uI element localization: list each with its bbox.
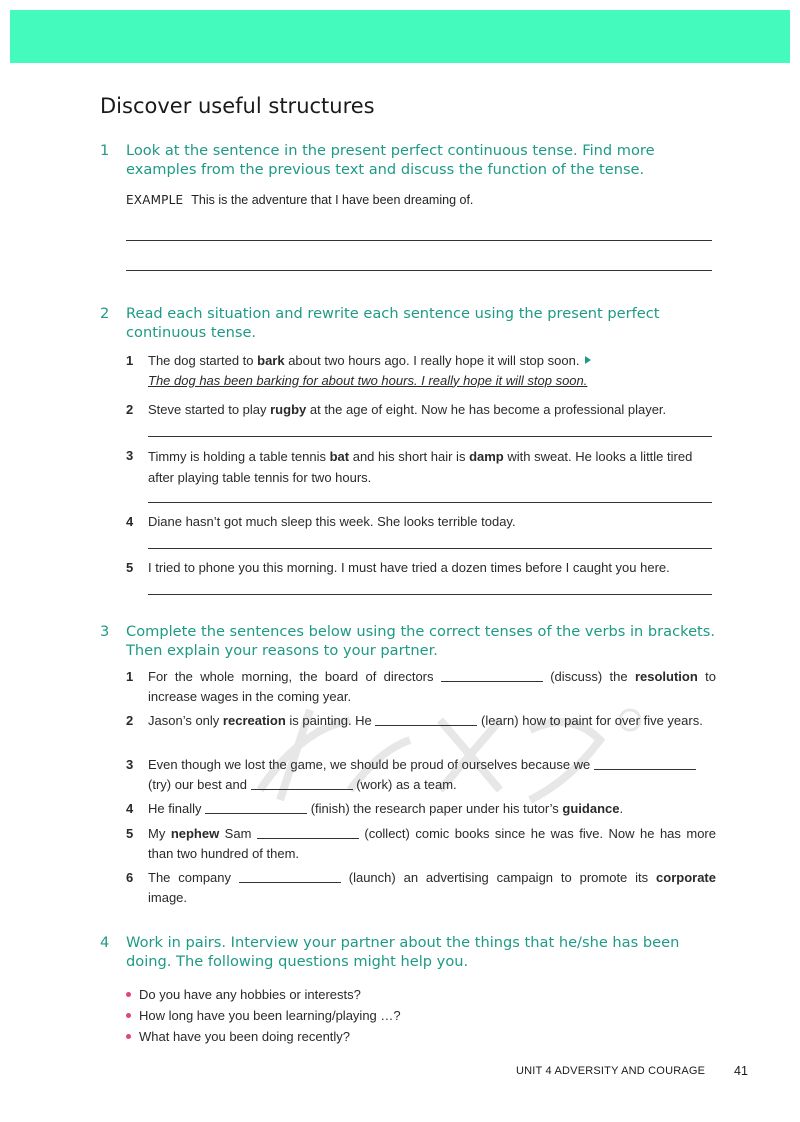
bullet-dot-icon [126,992,131,997]
item-number: 2 [126,402,134,417]
item-number: 5 [126,826,134,841]
page-number: 41 [734,1064,748,1078]
exercise-3-item-2 [126,711,716,731]
item-number: 6 [126,870,134,885]
item-number: 5 [126,560,134,575]
fill-in-blank[interactable] [205,802,307,814]
key-word: nephew [170,826,220,841]
item-text: with sweat. He looks a little tired after playing table tennis for two hours. [148,449,693,485]
item-text: For the whole morning, the board of directors [148,669,441,684]
exercise-3-item-6 [126,868,716,907]
exercise-2-item-3 [126,446,716,488]
item-text: (collect) comic books since he was five. Now he has more than two hundred of them. [148,826,716,861]
fill-in-blank[interactable] [375,714,477,726]
exercise-2-item-5 [126,558,726,578]
header-band [10,10,790,63]
item-number: 1 [126,669,134,684]
key-word: damp [469,449,504,464]
item-number: 1 [126,353,134,368]
fill-in-blank[interactable] [257,827,359,839]
item-text: Sam [219,826,257,841]
key-word: corporate [656,870,716,885]
exercise-3-item-3 [126,755,716,794]
example-sentence [126,193,473,207]
answer-line[interactable] [148,502,712,503]
example-label: EXAMPLE [126,193,184,207]
exercise-1-heading [100,141,720,179]
question-text: Do you have any hobbies or interests? [139,987,361,1002]
page-title: Discover useful structures [100,94,375,118]
item-text: (try) our best and [148,776,251,792]
answer-line[interactable] [148,548,712,549]
exercise-instruction: Read each situation and rewrite each sentence using the present perfect continuous tense. [126,305,660,341]
question-bullet [126,1029,350,1044]
key-word: rugby [270,402,307,417]
bullet-dot-icon [126,1013,131,1018]
answer-line[interactable] [148,436,712,437]
exercise-number: 4 [100,934,110,951]
item-text: I tried to phone you this morning. I must have tried a dozen times before I caught you here. [148,560,670,575]
exercise-2-item-2 [126,400,726,420]
question-bullet [126,1008,401,1023]
item-number: 2 [126,713,134,728]
key-word: guidance [562,801,620,816]
key-word: resolution [634,669,698,684]
item-text: The dog started to [148,353,258,368]
exercise-2-item-4 [126,512,726,532]
item-number: 4 [126,514,134,529]
item-text: (work) as a team. [352,776,457,792]
exercise-3-item-1 [126,667,716,706]
fill-in-blank[interactable] [594,758,696,770]
item-text: My [148,826,171,841]
exercise-instruction: Work in pairs. Interview your partner about the things that he/she has been doing. The following questions might help you. [126,934,680,970]
item-text: about two hours ago. I really hope it will stop soon. [284,353,580,368]
exercise-number: 3 [100,623,110,640]
item-text: (discuss) the [542,669,635,684]
item-text: image. [148,889,188,905]
fill-in-blank[interactable] [441,670,543,682]
answer-line[interactable] [148,594,712,595]
exercise-2-heading [100,304,720,342]
key-word: recreation [222,713,286,728]
item-text: Even though we lost the game, we should be proud of ourselves because we [148,757,594,772]
item-number: 3 [126,448,134,463]
model-answer: The dog has been barking for about two hours. I really hope it will stop soon. [148,372,588,388]
fill-in-blank[interactable] [239,871,341,883]
item-text: to increase wages in the coming year. [148,669,716,704]
bullet-dot-icon [126,1034,131,1039]
item-text: He finally [148,801,206,816]
item-text: at the age of eight. Now he has become a professional player. [306,402,667,417]
exercise-3-heading [100,622,720,660]
item-text: Diane hasn’t got much sleep this week. She looks terrible today. [148,514,516,529]
item-text: The company [148,870,239,885]
item-text: and his short hair is [349,449,470,464]
exercise-2-item-1 [126,351,726,390]
item-text: Timmy is holding a table tennis [148,449,330,464]
item-text: . [619,801,624,816]
item-text: (launch) an advertising campaign to promote its [340,870,657,885]
item-text: Steve started to play [148,402,271,417]
exercise-number: 1 [100,142,110,159]
item-text: (learn) how to paint for over five years. [477,713,703,728]
item-text: (finish) the research paper under his tutor’s [307,801,563,816]
exercise-number: 2 [100,305,110,322]
key-word: bark [257,353,285,368]
question-text: What have you been doing recently? [139,1029,351,1044]
play-arrow-icon [585,356,591,364]
exercise-instruction: Complete the sentences below using the correct tenses of the verbs in brackets. Then explain your reasons to your partner. [126,623,716,659]
item-number: 3 [126,757,134,772]
item-text: Jason’s only [148,713,223,728]
exercise-3-item-5 [126,824,716,863]
exercise-instruction: Look at the sentence in the present perfect continuous tense. Find more examples from the previous text and discuss the function of the tense. [126,142,655,178]
exercise-4-heading [100,933,720,971]
footer-unit-title: UNIT 4 ADVERSITY AND COURAGE [516,1065,706,1077]
question-text: How long have you been learning/playing …? [139,1008,401,1023]
answer-line[interactable] [126,240,712,241]
example-text: This is the adventure that I have been dreaming of. [191,193,474,207]
exercise-3-item-4 [126,799,716,819]
question-bullet [126,987,361,1002]
item-number: 4 [126,801,134,816]
key-word: bat [329,449,350,464]
fill-in-blank[interactable] [251,778,353,790]
item-text: is painting. He [285,713,376,728]
answer-line[interactable] [126,270,712,271]
